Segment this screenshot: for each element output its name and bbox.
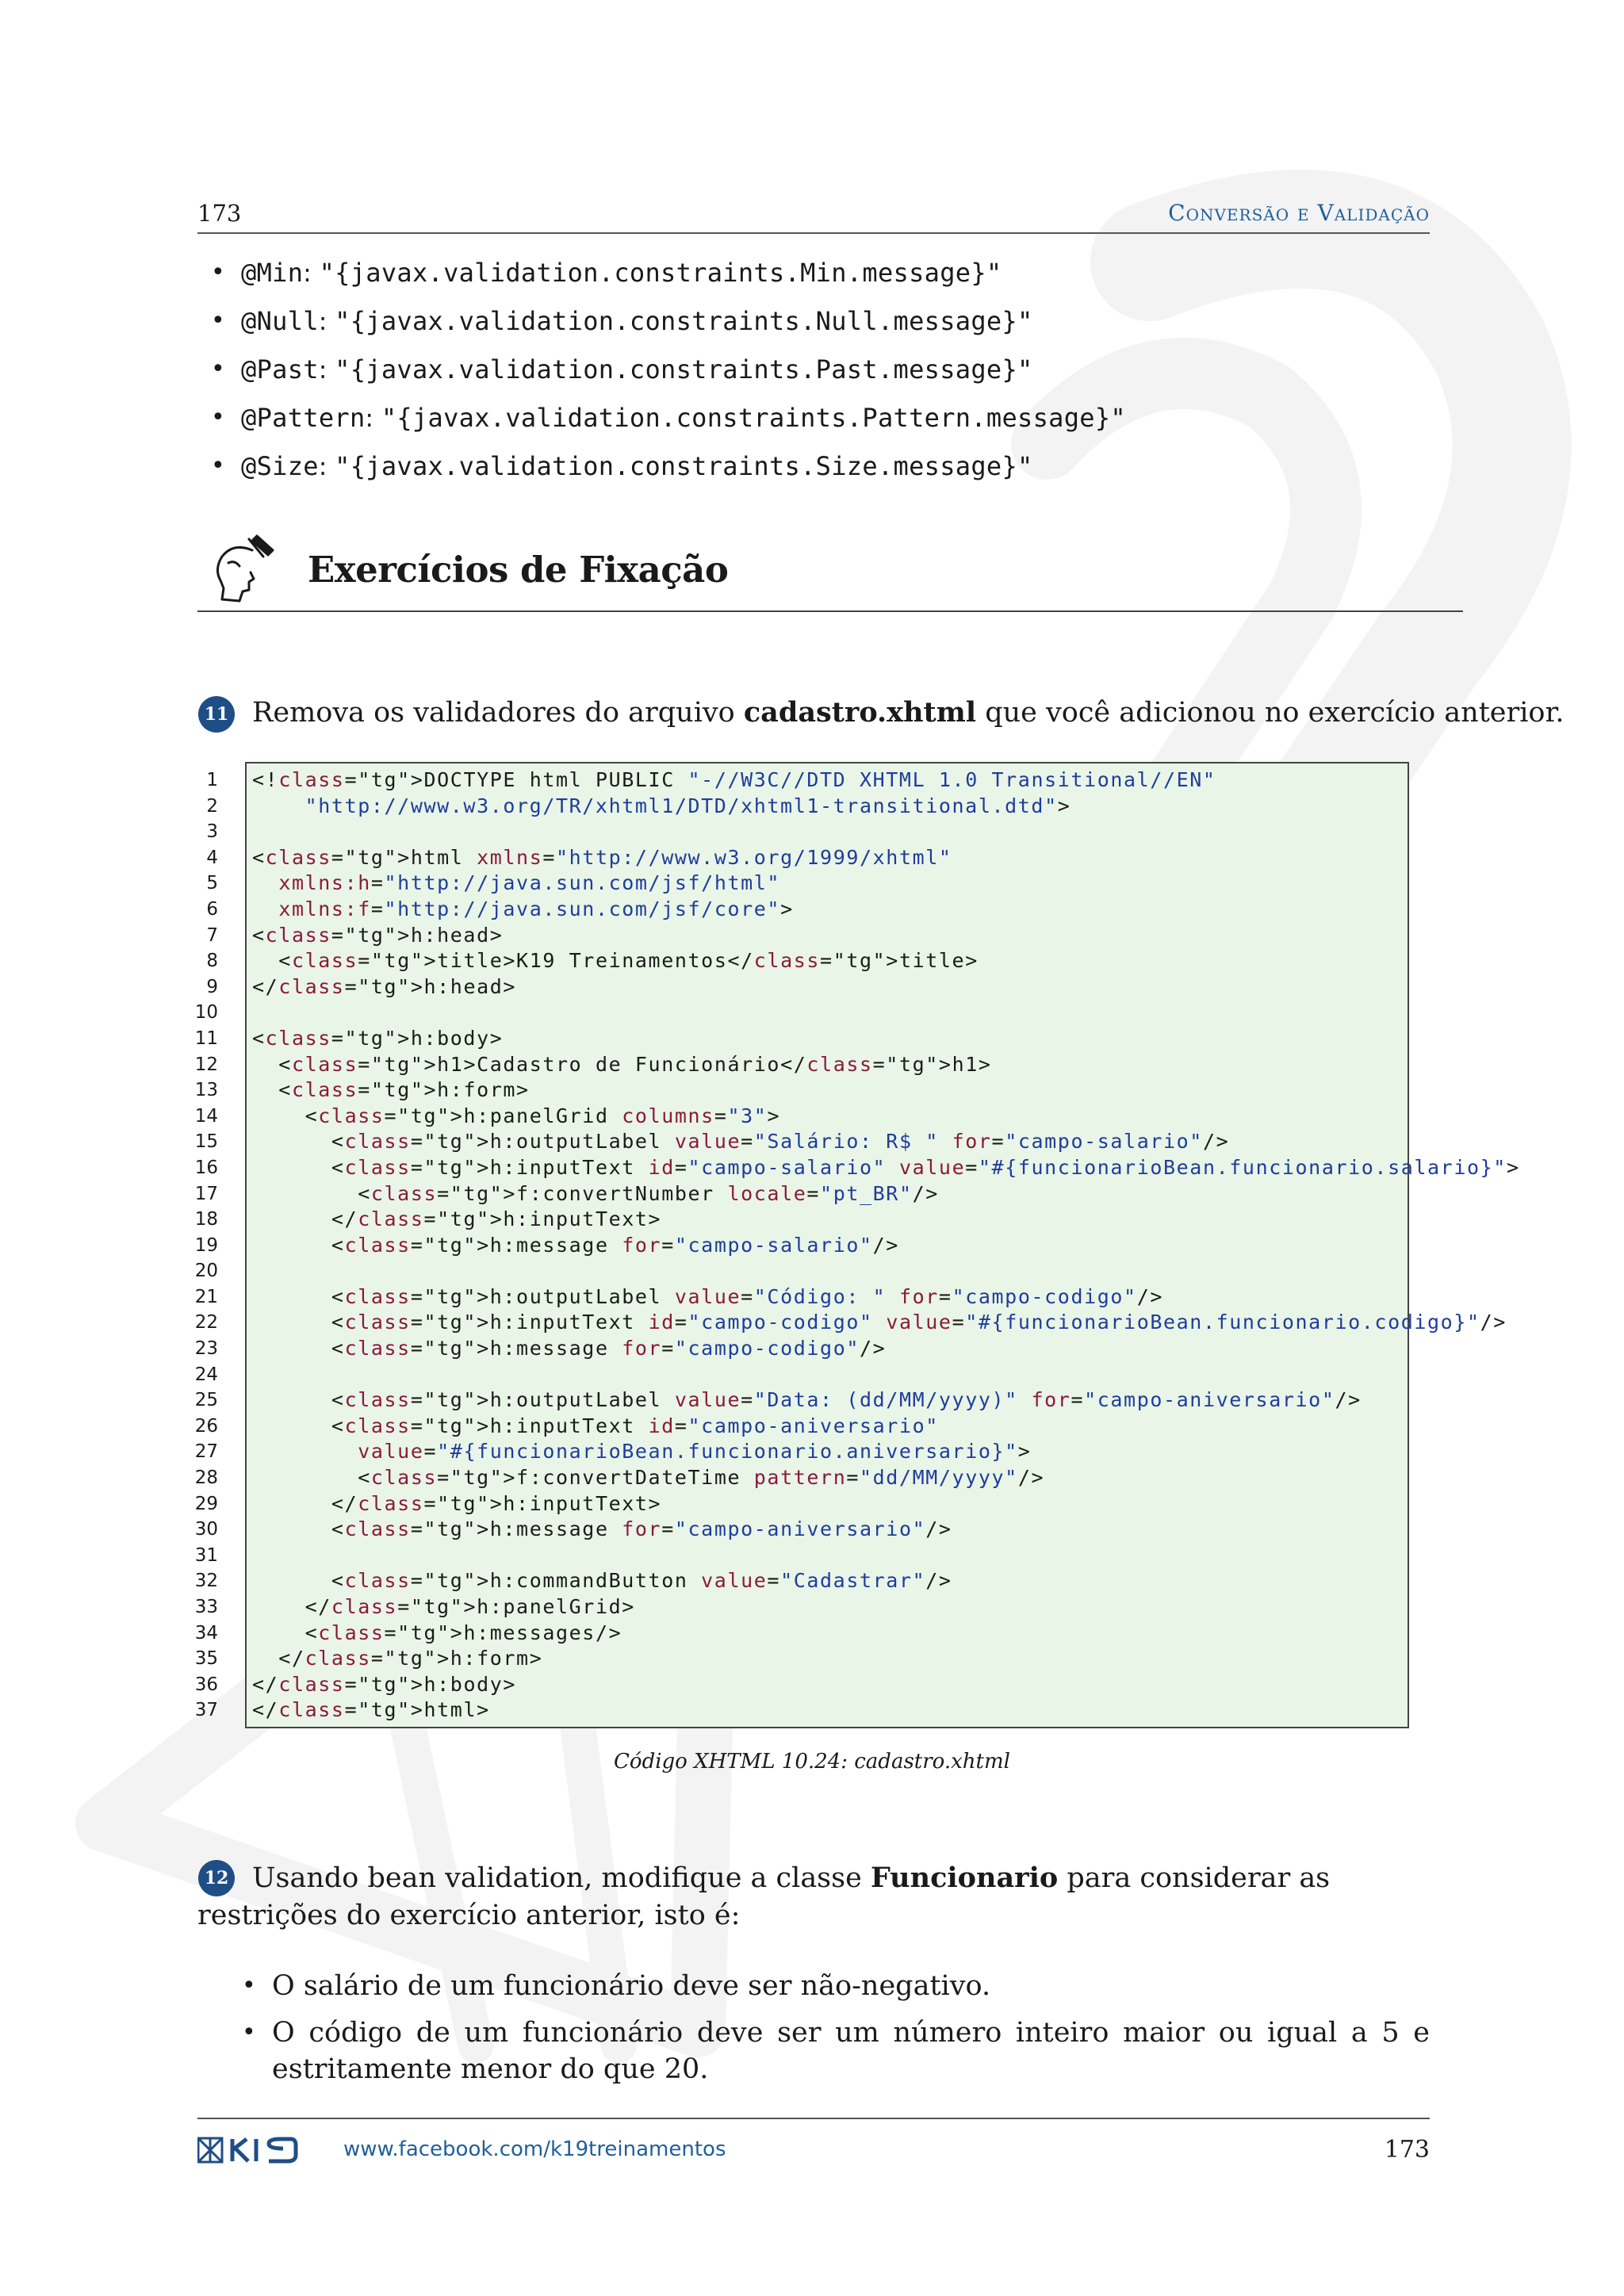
class-name: Funcionario xyxy=(870,1862,1059,1894)
default-messages-list xyxy=(241,249,1126,491)
code-line: <class="tg">h:message for="campo-codigo"/> xyxy=(252,1337,887,1360)
code-line: <class="tg">h:inputText id="campo-codigo" value="#{funcionarioBean.funcionario.codigo}"/> xyxy=(252,1311,1507,1334)
code-line-number: 16 xyxy=(194,1157,218,1178)
code-line-number: 3 xyxy=(206,821,218,843)
code-line: <class="tg">h:outputLabel value="Salário: R$ " for="campo-salario"/> xyxy=(252,1130,1230,1154)
code-line-number: 29 xyxy=(194,1493,218,1514)
code-line: </class="tg">html> xyxy=(252,1698,490,1722)
exercise-12-text: Usando bean validation, modifique a classe Funcionario para considerar as restrições do exercício anterior, isto é: xyxy=(197,1862,1331,1931)
code-line: <class="tg">h:commandButton value="Cadastrar"/> xyxy=(252,1569,952,1593)
code-caption: Código XHTML 10.24: cadastro.xhtml xyxy=(614,1750,1010,1774)
footer-rule xyxy=(197,2118,1430,2119)
thinking-head-icon xyxy=(208,533,281,606)
code-line-number: 11 xyxy=(194,1027,218,1049)
code-line-number: 19 xyxy=(194,1234,218,1256)
code-line-number: 20 xyxy=(194,1261,218,1282)
exercise-11-text: Remova os validadores do arquivo cadastro.xhtml que você adicionou no exercício anterior. xyxy=(252,696,1565,729)
code-line: <class="tg">h:inputText id="campo-salario" value="#{funcionarioBean.funcionario.salario}"> xyxy=(252,1155,1520,1179)
code-line-number: 1 xyxy=(206,770,218,790)
code-line: <!class="tg">DOCTYPE html PUBLIC "-//W3C//DTD XHTML 1.0 Transitional//EN" xyxy=(252,768,1216,791)
code-line: <class="tg">h:form> xyxy=(252,1078,530,1102)
code-line xyxy=(252,1000,1520,1026)
exercise-number-badge: 11 xyxy=(198,696,235,733)
svg-text:K19: K19 xyxy=(197,2136,200,2137)
code-line-number: 28 xyxy=(194,1468,218,1489)
code-line-number: 9 xyxy=(206,976,218,997)
code-content xyxy=(252,767,1520,1724)
code-line-number: 26 xyxy=(194,1415,218,1437)
code-line-number: 21 xyxy=(194,1286,218,1307)
code-line: <class="tg">f:convertDateTime pattern="dd/MM/yyyy"/> xyxy=(252,1466,1045,1490)
header-page-number: 173 xyxy=(197,200,242,227)
code-line: <class="tg">html xmlns="http://www.w3.org/1999/xhtml" xyxy=(252,845,952,869)
code-line: <class="tg">h:outputLabel value="Data: (dd/MM/yyyy)" for="campo-aniversario"/> xyxy=(252,1388,1362,1412)
code-line xyxy=(252,1362,1520,1388)
code-line: <class="tg">f:convertNumber locale="pt_BR"/> xyxy=(252,1181,939,1205)
code-line: </class="tg">h:head> xyxy=(252,974,517,998)
code-line: </class="tg">h:inputText> xyxy=(252,1207,662,1231)
list-item: • @Null: "{javax.validation.constraints.Null.message}" xyxy=(241,297,1126,346)
code-line: <class="tg">h:outputLabel value="Código: " for="campo-codigo"/> xyxy=(252,1284,1164,1308)
code-line: <class="tg">h1>Cadastro de Funcionário</class="tg">h1> xyxy=(252,1052,992,1076)
code-line-number: 25 xyxy=(194,1390,218,1411)
file-name: cadastro.xhtml xyxy=(743,696,977,729)
code-line: value="#{funcionarioBean.funcionario.aniversario}"> xyxy=(358,1440,1032,1464)
list-item: • @Past: "{javax.validation.constraints.Past.message}" xyxy=(241,346,1126,394)
code-line xyxy=(252,1258,1520,1284)
code-line-number: 5 xyxy=(206,873,218,894)
code-line-number: 14 xyxy=(194,1105,218,1127)
requirements-list xyxy=(272,1968,1430,2098)
section-rule xyxy=(197,610,1463,612)
code-line-number: 18 xyxy=(194,1209,218,1230)
code-line-number: 7 xyxy=(206,924,218,946)
list-item: • @Min: "{javax.validation.constraints.Min.message}" xyxy=(241,249,1126,297)
code-line-number: 22 xyxy=(194,1312,218,1334)
code-line-number: 4 xyxy=(206,847,218,868)
section-title: Exercícios de Fixação xyxy=(308,549,729,591)
code-line-number: 17 xyxy=(194,1183,218,1204)
code-line-number: 15 xyxy=(194,1131,218,1153)
code-line: "http://www.w3.org/TR/xhtml1/DTD/xhtml1-transitional.dtd"> xyxy=(304,794,1071,817)
code-line: <class="tg">h:message for="campo-aniversario"/> xyxy=(252,1517,952,1541)
code-line: <class="tg">h:inputText id="campo-aniversario" xyxy=(252,1414,939,1437)
code-line: <class="tg">h:body> xyxy=(252,1026,504,1050)
k19-logo xyxy=(197,2136,324,2164)
code-line-number: 24 xyxy=(194,1364,218,1385)
code-line xyxy=(252,819,1520,845)
code-line: </class="tg">h:form> xyxy=(252,1647,543,1670)
list-item: • O código de um funcionário deve ser um número inteiro maior ou igual a 5 e estritamente menor do que 20. xyxy=(272,2015,1430,2087)
code-line-number: 13 xyxy=(194,1080,218,1101)
exercise-number-badge: 12 xyxy=(198,1860,235,1896)
code-line: xmlns:h="http://java.sun.com/jsf/html" xyxy=(278,871,781,895)
header-rule xyxy=(197,232,1430,234)
code-line: </class="tg">h:inputText> xyxy=(252,1491,662,1515)
code-line: </class="tg">h:panelGrid> xyxy=(252,1595,635,1618)
code-line-number: 8 xyxy=(206,951,218,972)
code-line-number: 2 xyxy=(206,795,218,817)
code-line: xmlns:f="http://java.sun.com/jsf/core"> xyxy=(278,897,794,920)
code-line-number: 31 xyxy=(194,1544,218,1566)
code-line: <class="tg">title>K19 Treinamentos</class="tg">title> xyxy=(252,949,979,973)
code-line-number: 23 xyxy=(194,1338,218,1360)
code-line-number: 27 xyxy=(194,1441,218,1463)
code-line: <class="tg">h:panelGrid columns="3"> xyxy=(252,1104,781,1127)
code-line xyxy=(252,1543,1520,1569)
code-line: <class="tg">h:message for="campo-salario"/> xyxy=(252,1233,899,1257)
header-chapter-title: Conversão e Validação xyxy=(1168,200,1430,226)
code-line: <class="tg">h:head> xyxy=(252,923,504,947)
code-line-number: 37 xyxy=(194,1700,218,1721)
list-item: • O salário de um funcionário deve ser não-negativo. xyxy=(272,1968,1430,2004)
code-line: <class="tg">h:messages/> xyxy=(252,1621,622,1644)
code-line-number: 33 xyxy=(194,1597,218,1617)
code-line-number: 35 xyxy=(194,1648,218,1670)
code-line-number: 30 xyxy=(194,1519,218,1540)
list-item: • @Size: "{javax.validation.constraints.Size.message}" xyxy=(241,442,1126,491)
code-line-number: 10 xyxy=(194,1002,218,1024)
code-line-number: 36 xyxy=(194,1674,218,1695)
code-line: </class="tg">h:body> xyxy=(252,1672,517,1696)
code-line-number: 6 xyxy=(206,898,218,920)
code-line-number: 12 xyxy=(194,1054,218,1075)
list-item: • @Pattern: "{javax.validation.constraints.Pattern.message}" xyxy=(241,394,1126,442)
footer-page-number: 173 xyxy=(1384,2136,1430,2164)
code-line-numbers xyxy=(178,767,218,1724)
code-line-number: 32 xyxy=(194,1571,218,1592)
code-line-number: 34 xyxy=(194,1622,218,1644)
footer-link[interactable]: www.facebook.com/k19treinamentos xyxy=(343,2137,726,2161)
